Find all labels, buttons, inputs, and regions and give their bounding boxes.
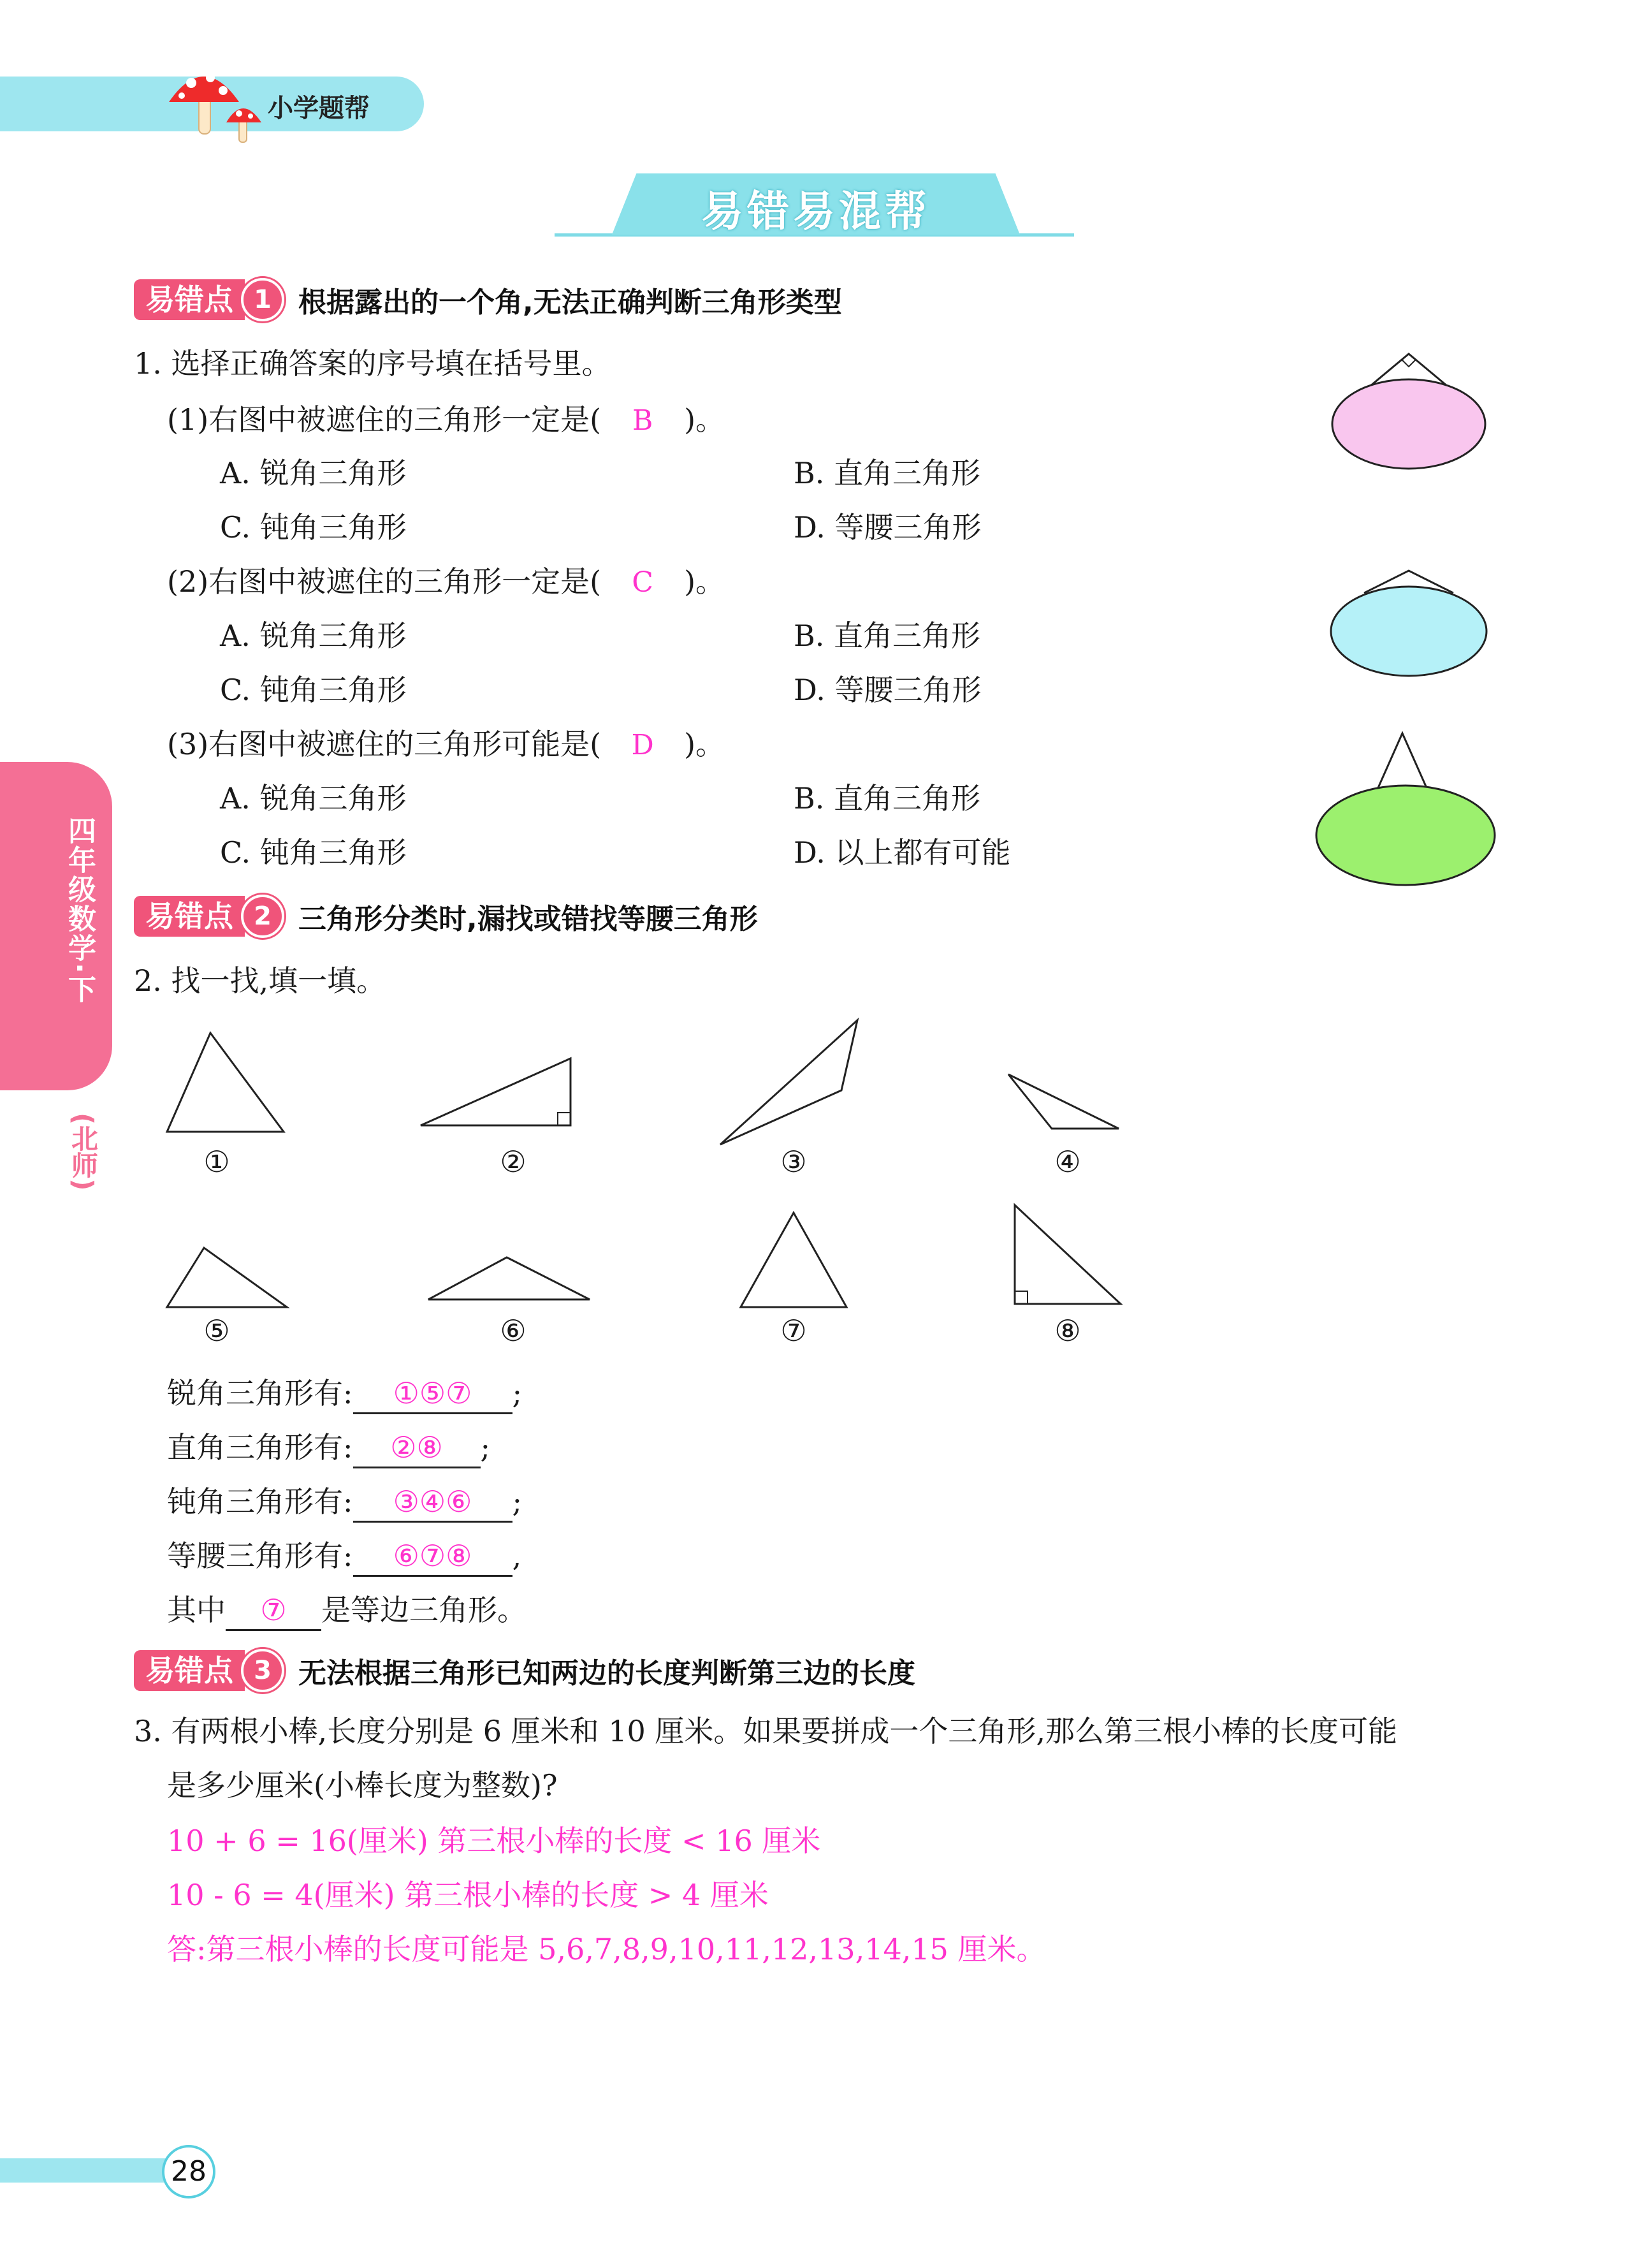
q1-part1 (167, 400, 725, 440)
mushroom-icon (159, 57, 274, 147)
q1-part3-option-a: A. 锐角三角形 (220, 781, 407, 816)
q1-part2-option-a: A. 锐角三角形 (220, 618, 407, 653)
triangle-7-label: ⑦ (780, 1313, 807, 1348)
right-row-end: ; (480, 1430, 490, 1465)
triangle-5-label: ⑤ (203, 1313, 230, 1348)
right-row (167, 1428, 490, 1468)
badge-number: 2 (241, 895, 284, 938)
equilateral-row (167, 1591, 527, 1631)
q1-part3-answer: D (631, 729, 654, 761)
q3-solution-1: 10 + 6 = 16(厘米) 第三根小棒的长度 < 16 厘米 (167, 1824, 821, 1858)
triangle-4 (1001, 1065, 1128, 1141)
isosceles-row (167, 1537, 521, 1577)
q3-line2: 是多少厘米(小棒长度为整数)? (167, 1768, 558, 1803)
side-grade-label: 四年级数学·下 (63, 816, 96, 1004)
badge-label: 易错点 (134, 896, 245, 937)
triangle-6-label: ⑥ (500, 1313, 527, 1348)
triangle-1-label: ① (203, 1145, 230, 1179)
brand-name: 小学题帮 (268, 94, 370, 123)
error-point-3-badge (134, 1650, 915, 1691)
figure-right-angle-hidden (1313, 341, 1504, 481)
q1-part3-option-d: D. 以上都有可能 (794, 835, 1011, 870)
error-point-1-heading: 根据露出的一个角,无法正确判断三角形类型 (298, 286, 842, 319)
obtuse-row-answer: ③④⑥ (353, 1482, 512, 1523)
right-row-label: 直角三角形有: (167, 1430, 353, 1465)
q1-part2-option-d: D. 等腰三角形 (794, 673, 982, 707)
q1-part3-option-c: C. 钝角三角形 (220, 835, 407, 870)
error-point-1-badge (134, 279, 842, 320)
triangle-6 (421, 1250, 599, 1307)
q3-answer: 答:第三根小棒的长度可能是 5,6,7,8,9,10,11,12,13,14,15 厘米。 (167, 1932, 1046, 1966)
q2-stem: 2. 找一找,填一填。 (134, 963, 386, 998)
q1-part3-suffix: )。 (684, 727, 725, 761)
q1-part3 (167, 725, 725, 765)
q1-part1-option-b: B. 直角三角形 (794, 456, 981, 490)
equilateral-row-prefix: 其中 (167, 1593, 226, 1627)
page-number: 28 (162, 2145, 215, 2198)
obtuse-row-end: ; (512, 1484, 522, 1519)
right-row-answer: ②⑧ (353, 1428, 481, 1468)
badge-number: 1 (241, 278, 284, 321)
figure-obtuse-angle-hidden (1313, 564, 1504, 679)
acute-row (167, 1374, 522, 1414)
triangle-3-label: ③ (780, 1145, 807, 1179)
q1-part2-prefix: (2)右图中被遮住的三角形一定是( (167, 564, 602, 599)
acute-row-answer: ①⑤⑦ (353, 1374, 512, 1414)
triangle-7 (733, 1205, 854, 1313)
obtuse-row-label: 钝角三角形有: (167, 1484, 353, 1519)
error-point-2-badge (134, 896, 758, 937)
error-point-2-heading: 三角形分类时,漏找或错找等腰三角形 (298, 903, 758, 935)
triangle-1 (159, 1027, 300, 1141)
triangle-8-label: ⑧ (1054, 1313, 1081, 1348)
acute-row-label: 锐角三角形有: (167, 1376, 353, 1410)
q1-part1-answer: B (632, 404, 653, 437)
q1-part1-suffix: )。 (684, 402, 725, 437)
badge-label: 易错点 (134, 1650, 245, 1691)
q1-part2-suffix: )。 (684, 564, 725, 599)
q1-part2-option-c: C. 钝角三角形 (220, 673, 407, 707)
side-edition-label: (北师) (68, 1113, 99, 1191)
isosceles-row-end: , (512, 1539, 522, 1573)
triangle-4-label: ④ (1054, 1145, 1081, 1179)
q1-part1-option-c: C. 钝角三角形 (220, 510, 407, 545)
badge-label: 易错点 (134, 279, 245, 320)
q1-part2-answer: C (632, 566, 653, 599)
triangle-2 (414, 1046, 580, 1135)
triangle-5 (159, 1240, 300, 1317)
q1-part2 (167, 562, 725, 602)
equilateral-row-suffix: 是等边三角形。 (321, 1593, 527, 1627)
q1-part1-option-d: D. 等腰三角形 (794, 510, 982, 545)
q3-solution-2: 10 - 6 = 4(厘米) 第三根小棒的长度 > 4 厘米 (167, 1878, 769, 1912)
q3-line1: 3. 有两根小棒,长度分别是 6 厘米和 10 厘米。如果要拼成一个三角形,那么第三根小棒的长度可能 (134, 1714, 1398, 1748)
triangle-2-label: ② (500, 1145, 527, 1179)
error-point-3-heading: 无法根据三角形已知两边的长度判断第三边的长度 (298, 1657, 915, 1690)
triangle-3 (711, 1014, 870, 1154)
q1-part2-option-b: B. 直角三角形 (794, 618, 981, 653)
q1-part3-prefix: (3)右图中被遮住的三角形可能是( (167, 727, 602, 761)
triangle-8 (1007, 1199, 1128, 1313)
obtuse-row (167, 1482, 522, 1523)
badge-number: 3 (241, 1649, 284, 1692)
isosceles-row-answer: ⑥⑦⑧ (353, 1537, 512, 1577)
q1-part1-option-a: A. 锐角三角形 (220, 456, 407, 490)
q1-stem: 1. 选择正确答案的序号填在括号里。 (134, 346, 611, 381)
figure-acute-angle-hidden (1300, 727, 1511, 893)
equilateral-row-answer: ⑦ (226, 1591, 321, 1631)
acute-row-end: ; (512, 1376, 522, 1410)
section-title: 易错易混帮 (701, 187, 931, 236)
footer-band (0, 2158, 172, 2183)
q1-part3-option-b: B. 直角三角形 (794, 781, 981, 816)
isosceles-row-label: 等腰三角形有: (167, 1539, 353, 1573)
q1-part1-prefix: (1)右图中被遮住的三角形一定是( (167, 402, 602, 437)
